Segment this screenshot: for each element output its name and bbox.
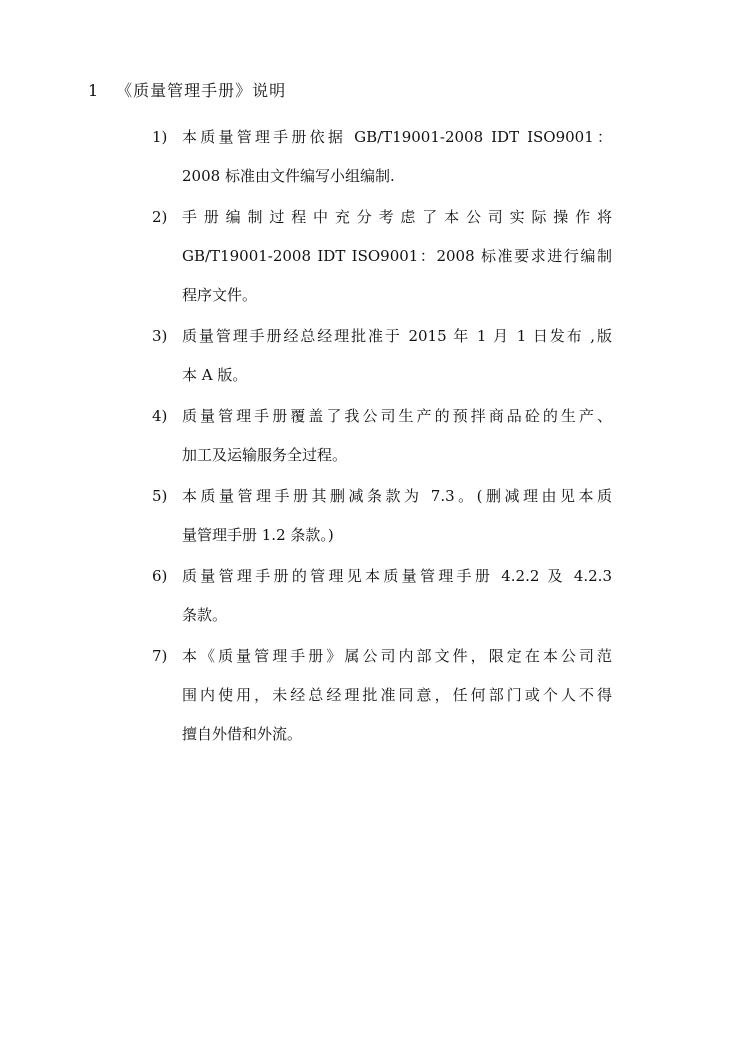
item-list — [152, 118, 612, 756]
list-item — [152, 397, 612, 475]
list-item — [152, 557, 612, 635]
item-text-line: GB/T19001-2008 IDT ISO9001：2008 标准要求进行编制 — [182, 247, 612, 265]
list-item — [152, 477, 612, 555]
item-number: 2) — [152, 208, 168, 226]
item-text-line: 围内使用，未经总经理批准同意，任何部门或个人不得 — [182, 686, 612, 704]
item-text-line: 本 A 版。 — [182, 366, 248, 384]
item-text-line: 质量管理手册的管理见本质量管理手册 4.2.2 及 4.2.3 — [182, 567, 612, 585]
item-number: 1) — [152, 128, 168, 146]
item-number: 4) — [152, 407, 168, 425]
list-item — [152, 637, 612, 754]
item-text-line: 手册编制过程中充分考虑了本公司实际操作将 — [182, 208, 612, 226]
section-heading — [88, 78, 286, 101]
item-text-line: 2008 标准由文件编写小组编制. — [182, 167, 395, 185]
list-item — [152, 198, 612, 315]
item-text-line: 条款。 — [182, 606, 228, 624]
item-number: 5) — [152, 487, 168, 505]
item-number: 3) — [152, 327, 168, 345]
item-text-line: 本质量管理手册其删减条款为 7.3。(删减理由见本质 — [182, 487, 612, 505]
list-item — [152, 118, 612, 196]
item-text-line: 质量管理手册经总经理批准于 2015 年 1 月 1 日发布 ,版 — [182, 327, 612, 345]
item-text-line: 本《质量管理手册》属公司内部文件，限定在本公司范 — [182, 647, 612, 665]
section-number: 1 — [88, 81, 100, 100]
item-text-line: 量管理手册 1.2 条款。) — [182, 526, 334, 544]
item-text-line: 加工及运输服务全过程。 — [182, 446, 348, 464]
item-text-line: 程序文件。 — [182, 286, 258, 304]
item-text-line: 本质量管理手册依据 GB/T19001-2008 IDT ISO9001： — [182, 128, 612, 146]
item-number: 7) — [152, 647, 168, 665]
item-text-line: 擅自外借和外流。 — [182, 725, 303, 743]
item-text-line: 质量管理手册覆盖了我公司生产的预拌商品砼的生产、 — [182, 407, 612, 425]
section-title: 《质量管理手册》说明 — [116, 81, 287, 100]
item-number: 6) — [152, 567, 168, 585]
list-item — [152, 317, 612, 395]
